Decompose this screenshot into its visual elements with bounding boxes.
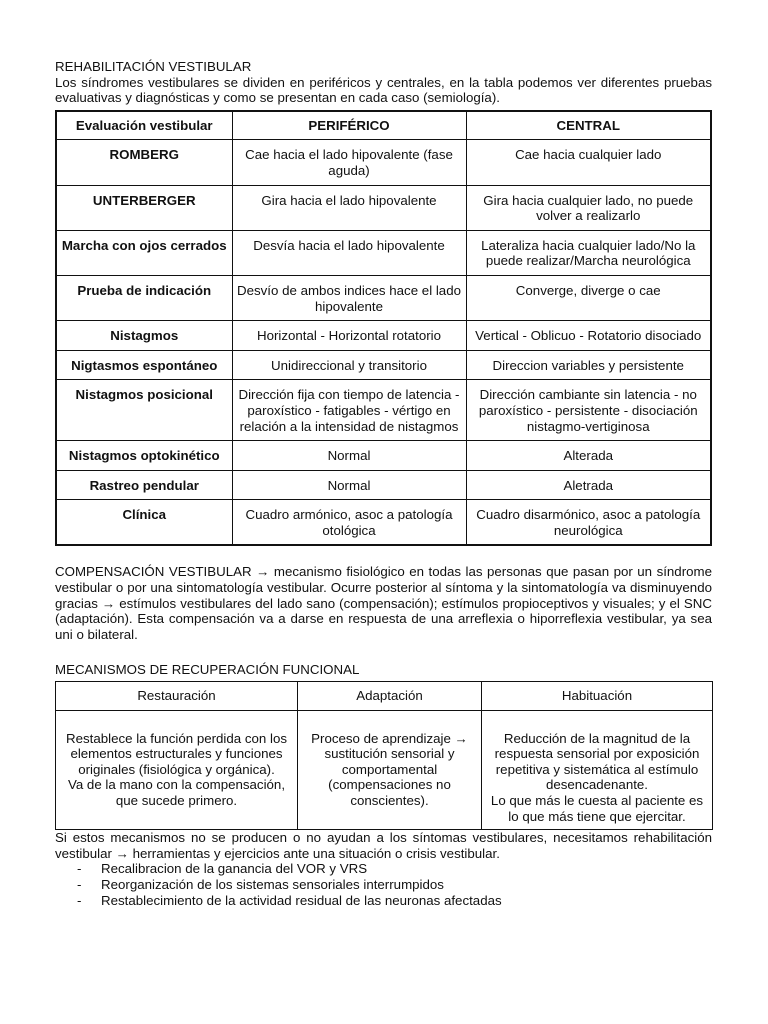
header-central: CENTRAL — [466, 111, 711, 140]
peripheral-cell: Normal — [232, 470, 466, 500]
table-row — [56, 350, 711, 380]
header-adaptation: Adaptación — [298, 682, 482, 711]
table-row — [56, 380, 711, 441]
adaptation-cell: Proceso de aprendizaje → sustitución sensorial y comportamental (compensaciones no conscientes). — [298, 725, 482, 830]
row-test-name: Marcha con ojos cerrados — [56, 230, 232, 275]
mech-content-row — [56, 725, 713, 830]
peripheral-cell: Unidireccional y transitorio — [232, 350, 466, 380]
closing-paragraph: Si estos mecanismos no se producen o no ayudan a los síntomas vestibulares, necesitamos rehabilitación vestibular → herramientas y ejercicios ante una situación o crisis vestibular. — [55, 830, 712, 861]
table-row — [56, 441, 711, 471]
document-page — [55, 59, 712, 908]
row-test-name: Clínica — [56, 500, 232, 546]
table-row — [56, 500, 711, 546]
row-test-name: Nistagmos — [56, 321, 232, 351]
peripheral-cell: Cae hacia el lado hipovalente (fase aguda) — [232, 140, 466, 185]
central-cell: Vertical - Oblicuo - Rotatorio disociado — [466, 321, 711, 351]
table-row — [56, 185, 711, 230]
central-cell: Direccion variables y persistente — [466, 350, 711, 380]
list-item — [55, 877, 712, 893]
rehab-goals-list — [55, 861, 712, 908]
row-test-name: UNTERBERGER — [56, 185, 232, 230]
recovery-mechanisms-table — [55, 681, 713, 830]
vestibular-evaluation-table — [55, 110, 712, 547]
row-test-name: ROMBERG — [56, 140, 232, 185]
compensation-paragraph: COMPENSACIÓN VESTIBULAR → mecanismo fisiológico en todas las personas que pasan por un síndrome vestibular o por una sintomatología vestibular. Ocurre posterior al síntoma y la sintomatología va disminuyendo gracias → estímulos vestibulares del lado sano (compensación); estímulos propioceptivos y visuales; y el SNC (adaptación). Esta compensación va a darse en respuesta de una arreflexia o hiporreflexia vestibular, ya sea uni o bilateral. — [55, 564, 712, 642]
restoration-cell: Restablece la función perdida con los elementos estructurales y funciones originales (fisiológica y orgánica). Va de la mano con la compensación, que sucede primero. — [56, 725, 298, 830]
intro-paragraph: Los síndromes vestibulares se dividen en periféricos y centrales, en la tabla podemos ver diferentes pruebas evaluativas y diagnósticas y como se presentan en cada caso (semiología). — [55, 74, 712, 106]
section-heading: REHABILITACIÓN VESTIBULAR — [55, 59, 252, 74]
header-restoration: Restauración — [56, 682, 298, 711]
header-habituation: Habituación — [482, 682, 713, 711]
row-test-name: Rastreo pendular — [56, 470, 232, 500]
central-cell: Aletrada — [466, 470, 711, 500]
peripheral-cell: Normal — [232, 441, 466, 471]
table-row — [56, 275, 711, 320]
list-item — [55, 861, 712, 877]
central-cell: Converge, diverge o cae — [466, 275, 711, 320]
list-item — [55, 893, 712, 909]
list-item-text: Reorganización de los sistemas sensoriales interrumpidos — [101, 876, 444, 892]
row-test-name: Nigtasmos espontáneo — [56, 350, 232, 380]
header-peripheral: PERIFÉRICO — [232, 111, 466, 140]
list-item-text: Recalibracion de la ganancia del VOR y VRS — [101, 861, 368, 877]
central-cell: Dirección cambiante sin latencia - no paroxístico - persistente - disociación nistagmo-vertiginosa — [466, 380, 711, 441]
dash-bullet: - — [77, 876, 82, 892]
peripheral-cell: Desvía hacia el lado hipovalente — [232, 230, 466, 275]
peripheral-cell: Dirección fija con tiempo de latencia - paroxístico - fatigables - vértigo en relación a la intensidad de nistagmos — [232, 380, 466, 441]
peripheral-cell: Cuadro armónico, asoc a patología otológica — [232, 500, 466, 546]
peripheral-cell: Gira hacia el lado hipovalente — [232, 185, 466, 230]
mechanisms-heading: MECANISMOS DE RECUPERACIÓN FUNCIONAL — [55, 662, 360, 678]
table-row — [56, 230, 711, 275]
dash-bullet: - — [77, 861, 82, 877]
spacer-row — [56, 710, 713, 725]
central-cell: Lateraliza hacia cualquier lado/No la puede realizar/Marcha neurológica — [466, 230, 711, 275]
habituation-cell: Reducción de la magnitud de la respuesta sensorial por exposición repetitiva y sistemática al estímulo desencadenante. Lo que más le cuesta al paciente es lo que más tiene que ejercitar. — [482, 725, 713, 830]
row-test-name: Nistagmos posicional — [56, 380, 232, 441]
central-cell: Cae hacia cualquier lado — [466, 140, 711, 185]
peripheral-cell: Horizontal - Horizontal rotatorio — [232, 321, 466, 351]
table-row — [56, 470, 711, 500]
list-item-text: Restablecimiento de la actividad residual de las neuronas afectadas — [101, 892, 502, 908]
row-test-name: Prueba de indicación — [56, 275, 232, 320]
row-test-name: Nistagmos optokinético — [56, 441, 232, 471]
header-evaluation: Evaluación vestibular — [56, 111, 232, 140]
table-row — [56, 321, 711, 351]
dash-bullet: - — [77, 892, 82, 908]
mech-header-row — [56, 682, 713, 711]
table-header-row — [56, 111, 711, 140]
central-cell: Cuadro disarmónico, asoc a patología neurológica — [466, 500, 711, 546]
central-cell: Gira hacia cualquier lado, no puede volver a realizarlo — [466, 185, 711, 230]
table-row — [56, 140, 711, 185]
central-cell: Alterada — [466, 441, 711, 471]
peripheral-cell: Desvío de ambos indices hace el lado hipovalente — [232, 275, 466, 320]
